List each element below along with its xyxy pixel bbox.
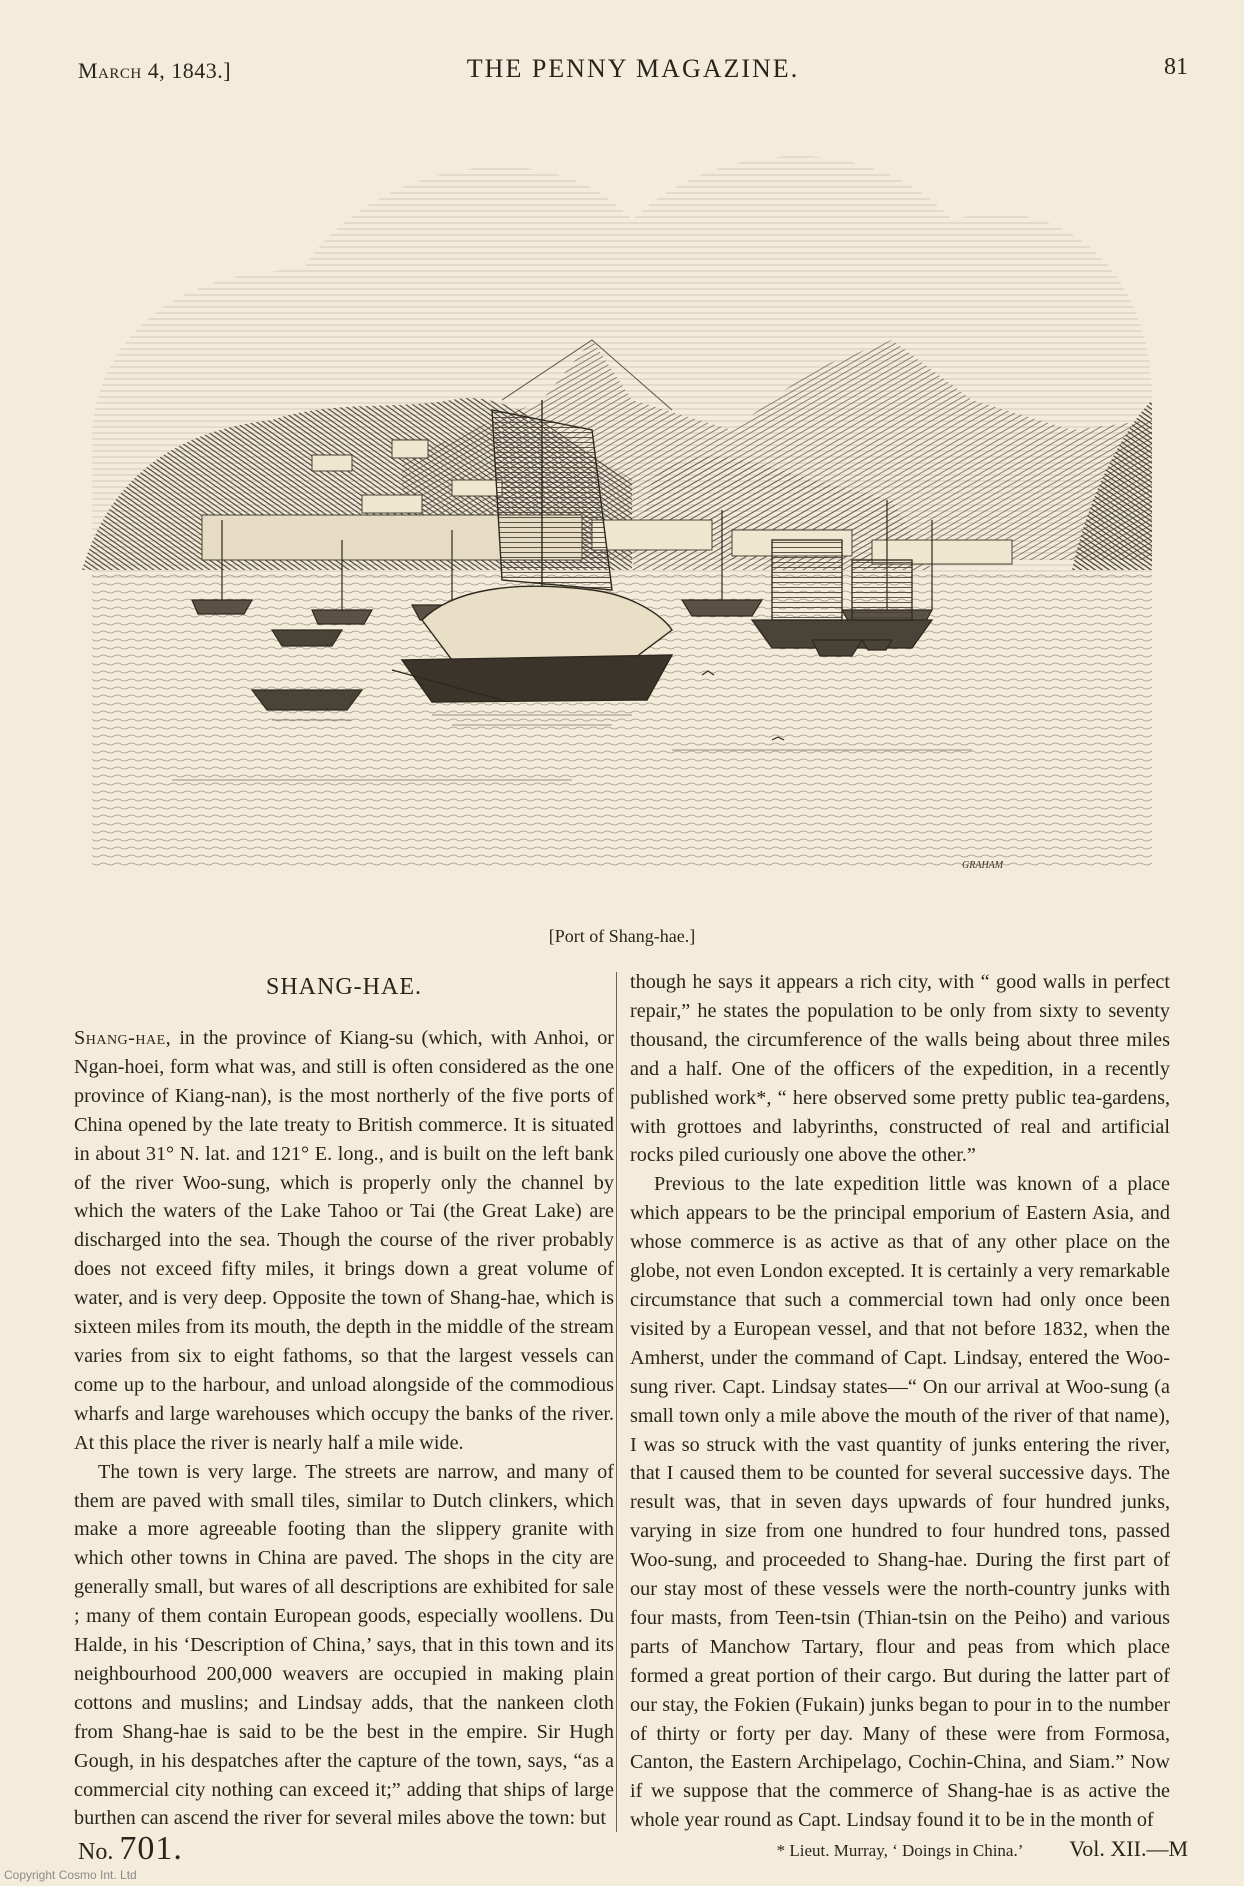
issue-number-prefix: No.: [78, 1839, 114, 1865]
copyright-watermark: Copyright Cosmo Int. Ltd: [4, 1868, 137, 1882]
issue-number-value: 701.: [119, 1830, 183, 1867]
article-heading: SHANG-HAE.: [266, 974, 422, 1000]
magazine-title: THE PENNY MAGAZINE.: [466, 54, 800, 83]
article-column-right: [630, 968, 1170, 1863]
article-paragraph-2: The town is very large. The streets are narrow, and many of them are paved with small tiles, similar to Dutch clinkers, which make a more agreeable footing than the slippery granite with which other towns in China are paved. The shops in the city are generally small, but wares of all descriptions are exhibited for sale ; many of them contain European goods, especially woollens. Du Halde, in his ‘Description of China,’ says, that in this town and its neighbourhood 200,000 weavers are occupied in making plain cottons and muslins; and Lindsay adds, that the nankeen cloth from Shang-hae is said to be the best in the empire. Sir Hugh Gough, in his despatches after the capture of the town, says, “as a commercial city nothing can exceed it;” adding that ships of large burthen can ascend the river for several miles above the town: but: [74, 1460, 614, 1830]
page-footer: [78, 1830, 1188, 1870]
article-paragraph-3: though he says it appears a rich city, with “ good walls in perfect repair,” he states the population to be only from sixty to seventy thousand, the circumference of the walls being about three miles and a half. One of the officers of the expedition, in a recently published work*, “ here observed some pretty public tea-gardens, with grottoes and labyrinths, constructed of real and artificial rocks piled curiously one above the other.”: [630, 971, 1170, 1167]
footnote: * Lieut. Murray, ‘ Doings in China.’: [776, 1841, 1024, 1861]
issue-number: [78, 1830, 183, 1868]
engraving-port-of-shang-hae: [72, 100, 1172, 910]
issue-date: March 4, 1843.]: [78, 58, 232, 83]
volume-label: Vol. XII.—M: [1069, 1836, 1188, 1861]
article-paragraph-4: Previous to the late expedition little was known of a place which appears to be the principal emporium of Eastern Asia, and whose commerce is as active as that of any other place on the globe, not even London excepted. It is certainly a very remarkable circumstance that such a commercial town had only once been visited by a European vessel, and that not before 1832, when the Amherst, under the command of Capt. Lindsay, entered the Woo-sung river. Capt. Lindsay states—“ On our arrival at Woo-sung (a small town only a mile above the mouth of the river of that name), I was so struck with the vast quantity of junks entering the river, that I caused them to be counted for several successive days. The result was, that in seven days upwards of four hundred junks, varying in size from one hundred to four hundred tons, passed Woo-sung, and proceeded to Shang-hae. During the first part of our stay most of these vessels were the north-country junks with four masts, from Teen-tsin (Thian-tsin on the Peiho) and various parts of Manchow Tartary, flour and peas from which place formed a great portion of their cargo. But during the latter part of our stay, the Fokien (Fukain) junks began to pour in to the number of thirty or forty per day. Many of these were from Formosa, Canton, the Eastern Archipelago, Cochin-China, and Siam.” Now if we suppose that the commerce of Shang-hae is as active the whole year round as Capt. Lindsay found it to be in the month of: [630, 1173, 1170, 1832]
article-column-left: [74, 968, 614, 1833]
article-paragraph-1: [74, 1024, 614, 1458]
paragraph-1-text: in the province of Kiang-su (which, with Anhoi, or Ngan-hoei, form what was, and still is often considered as the one province of Kiang-nan), is the most northerly of the five ports of China opened by the late treaty to British commerce. It is situated in about 31° N. lat. and 121° E. long., and is built on the left bank of the river Woo-sung, which is properly only the channel by which the waters of the Lake Tahoo or Tai (the Great Lake) are discharged into the sea. Though the course of the river probably does not exceed fifty miles, it brings down a great volume of water, and is very deep. Opposite the town of Shang-hae, which is sixteen miles from its mouth, the depth in the middle of the stream varies from six to eight fathoms, so that the largest vessels can come up to the harbour, and unload alongside of the commodious wharfs and large warehouses which occupy the banks of the river. At this place the river is nearly half a mile wide.: [74, 1027, 615, 1454]
engraver-signature: GRAHAM: [962, 860, 1004, 871]
figure-caption: [Port of Shang-hae.]: [548, 926, 696, 946]
lead-word: Shang-hae,: [74, 1027, 172, 1049]
column-divider: [616, 972, 617, 1832]
page-header: [78, 52, 1188, 92]
page-number: 81: [1164, 54, 1188, 80]
